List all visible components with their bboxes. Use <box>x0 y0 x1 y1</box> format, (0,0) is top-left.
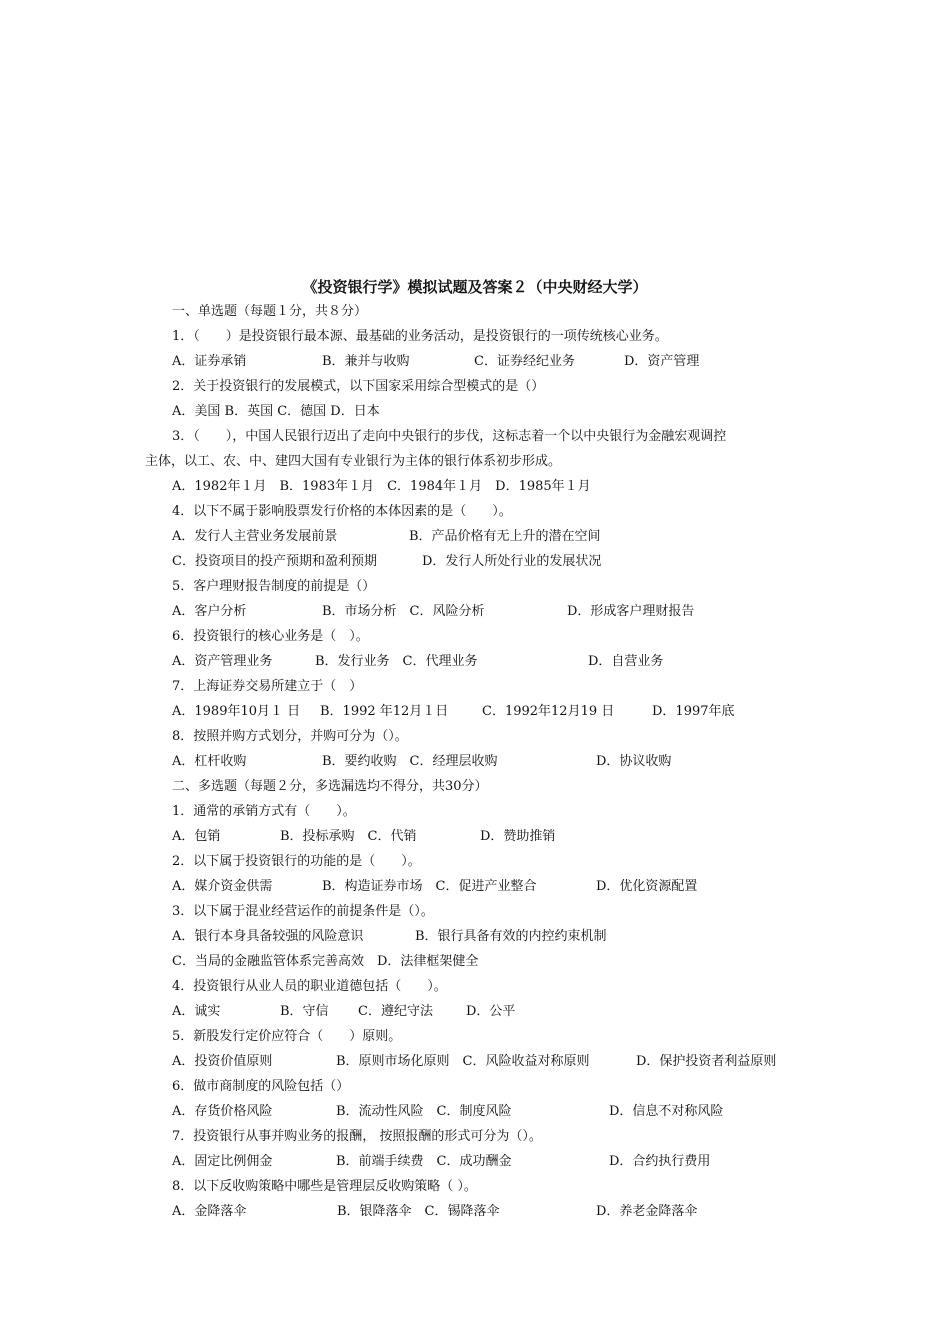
options-2-4 <box>172 1003 872 1021</box>
option: A．证券承销 <box>172 354 247 369</box>
option: D．合约执行费用 <box>609 1154 711 1169</box>
option: D．发行人所处行业的发展状况 <box>422 554 602 569</box>
option: A．发行人主营业务发展前景 <box>172 529 338 544</box>
question-1-8: 8．按照并购方式划分，并购可分为（）。 <box>172 729 408 744</box>
option: B．守信 <box>280 1004 329 1019</box>
options-1-1 <box>172 353 872 371</box>
option: A．诚实 <box>172 1004 221 1019</box>
section-heading-single-choice: 一、单选题（每题１分，共８分） <box>172 304 368 319</box>
options-2-3-row1 <box>172 928 872 946</box>
option: D．资产管理 <box>624 354 700 369</box>
option: B．前端手续费 C．成功酬金 <box>336 1154 512 1169</box>
question-1-3: 3．（ ），中国人民银行迈出了走向中央银行的步伐，这标志着一个以中央银行为金融宏观调控 <box>172 429 727 444</box>
option: D．赞助推销 <box>480 829 556 844</box>
options-1-2: A．美国 B．英国 C．德国 D．日本 <box>172 404 380 419</box>
section-heading-multiple-choice: 二、多选题（每题２分，多选漏选均不得分，共30分） <box>172 779 488 794</box>
question-1-5: 5．客户理财报告制度的前提是（） <box>172 579 376 594</box>
options-1-7 <box>172 703 872 721</box>
options-1-3: A．1982年１月 B．1983年１月 C．1984年１月 D．1985年１月 <box>172 479 591 494</box>
option: B．产品价格有无上升的潜在空间 <box>409 529 601 544</box>
option: D．信息不对称风险 <box>609 1104 724 1119</box>
question-2-2: 2．以下属于投资银行的功能的是（ ）。 <box>172 854 421 869</box>
question-2-5: 5．新股发行定价应符合（ ）原则。 <box>172 1029 402 1044</box>
option: C．投资项目的投产预期和盈利预期 <box>172 554 377 569</box>
options-1-5 <box>172 603 872 621</box>
option: B．兼并与收购 <box>322 354 410 369</box>
option: A．投资价值原则 <box>172 1054 273 1069</box>
question-2-7: 7．投资银行从事并购业务的报酬， 按照报酬的形式可分为（）。 <box>172 1129 542 1144</box>
option: A．媒介资金供需 <box>172 879 273 894</box>
options-2-1 <box>172 828 872 846</box>
question-1-3-cont: 主体，以工、农、中、建四大国有专业银行为主体的银行体系初步形成。 <box>145 454 562 469</box>
question-2-6: 6．做市商制度的风险包括（） <box>172 1079 350 1094</box>
option: B．构造证券市场 C．促进产业整合 <box>322 879 537 894</box>
option: D．自营业务 <box>588 654 664 669</box>
option: B．1992 年12月１日 <box>320 704 449 719</box>
option: B．原则市场化原则 C．风险收益对称原则 <box>336 1054 590 1069</box>
option: D．公平 <box>466 1004 516 1019</box>
option: B．银行具备有效的内控约束机制 <box>415 929 607 944</box>
option: A．客户分析 <box>172 604 247 619</box>
question-2-4: 4．投资银行从业人员的职业道德包括（ ）。 <box>172 979 447 994</box>
option: B．发行业务 C．代理业务 <box>315 654 478 669</box>
option: A．1989年10月１ 日 <box>172 704 301 719</box>
option: B．投标承购 C．代销 <box>280 829 417 844</box>
option: D．养老金降落伞 <box>596 1204 698 1219</box>
option: A．包销 <box>172 829 221 844</box>
options-2-2 <box>172 878 872 896</box>
question-2-8: 8．以下反收购策略中哪些是管理层反收购策略（ ）。 <box>172 1179 477 1194</box>
option: A．资产管理业务 <box>172 654 273 669</box>
question-1-2: 2．关于投资银行的发展模式，以下国家采用综合型模式的是（） <box>172 379 545 394</box>
question-1-1: 1．（ ）是投资银行最本源、最基础的业务活动，是投资银行的一项传统核心业务。 <box>172 329 668 344</box>
option: B．流动性风险 C．制度风险 <box>336 1104 512 1119</box>
option: D．1997年底 <box>652 704 735 719</box>
option: A．银行本身具备较强的风险意识 <box>172 929 364 944</box>
options-2-6 <box>172 1103 872 1121</box>
option: D．优化资源配置 <box>596 879 698 894</box>
options-2-7 <box>172 1153 872 1171</box>
option: A．存货价格风险 <box>172 1104 273 1119</box>
question-1-4: 4．以下不属于影响股票发行价格的本体因素的是（ ）。 <box>172 504 512 519</box>
option: B．银降落伞 C．锡降落伞 <box>337 1204 500 1219</box>
option: D．协议收购 <box>596 754 672 769</box>
options-1-4-row2 <box>172 553 872 571</box>
options-2-3-row2: C．当局的金融监管体系完善高效 D．法律框架健全 <box>172 954 479 969</box>
options-1-4-row1 <box>172 528 872 546</box>
option: D．形成客户理财报告 <box>567 604 695 619</box>
option: A．杠杆收购 <box>172 754 247 769</box>
document-title: 《投资银行学》模拟试题及答案２（中央财经大学） <box>302 278 648 296</box>
option: B．市场分析 C．风险分析 <box>322 604 485 619</box>
options-2-5 <box>172 1053 872 1071</box>
options-1-6 <box>172 653 872 671</box>
question-1-7: 7．上海证券交易所建立于（ ） <box>172 679 363 694</box>
option: A．金降落伞 <box>172 1204 247 1219</box>
options-1-8 <box>172 753 872 771</box>
options-2-8 <box>172 1203 872 1221</box>
option: C．证券经纪业务 <box>474 354 575 369</box>
option: B．要约收购 C．经理层收购 <box>322 754 498 769</box>
option: C．遵纪守法 <box>358 1004 433 1019</box>
option: D．保护投资者利益原则 <box>636 1054 777 1069</box>
option: C．1992年12月19 日 <box>482 704 615 719</box>
question-1-6: 6．投资银行的核心业务是（ ）。 <box>172 629 369 644</box>
question-2-1: 1．通常的承销方式有（ ）。 <box>172 804 356 819</box>
question-2-3: 3．以下属于混业经营运作的前提条件是（）。 <box>172 904 434 919</box>
option: A．固定比例佣金 <box>172 1154 273 1169</box>
